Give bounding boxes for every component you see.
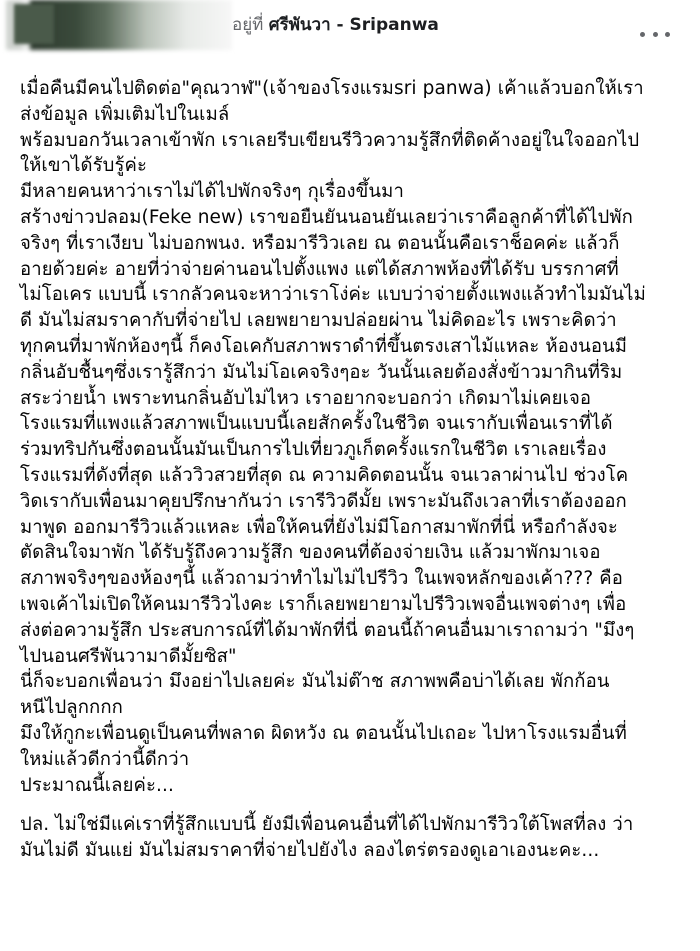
- postscript-line: ปล. ไม่ใช่มีแค่เราที่รู้สึกแบบนี้ ยังมีเพื่อนคนอื่นที่ได้ไปพักมารีวิวใต้โพสที่ลง ว่า: [20, 814, 634, 836]
- post-text-line: อายด้วยค่ะ อายที่ว่าจ่ายค่านอนไปตั้งแพง แต่ได้สภาพห้องที่ได้รับ บรรกาศที่: [20, 258, 619, 280]
- post-text-line: โรงแรมที่แพงแล้วสภาพเป็นแบบนี้เลยสักครั้งในชีวิต จนเรากับเพื่อนเราที่ได้: [20, 413, 613, 435]
- post-text-line: ใหม่แล้วดีกว่านี้ดีกว่า: [20, 748, 190, 770]
- post-text-line: ให้เขาได้รับรู้ค่ะ: [20, 155, 148, 177]
- post-location-line: [232, 14, 439, 36]
- post-text-line: หนีไปลูกกกก: [20, 697, 123, 719]
- avatar[interactable]: [14, 4, 54, 44]
- post-text-line: โรงแรมที่ดังที่สุด แล้ววิวสวยที่สุด ณ ความคิดตอนนั้น จนเวลาผ่านไป ช่วงโค: [20, 464, 629, 486]
- post-body-text: [20, 76, 692, 864]
- post-text-line: ทุกคนที่มาพักห้องๆนี้ ก็คงโอเคกับสภาพราดำที่ขึ้นตรงเสาไม้แหละ ห้องนอนมี: [20, 335, 628, 357]
- location-prefix: อยู่ที่: [232, 15, 264, 35]
- post-text-line: นี่ก็จะบอกเพื่อนว่า มึงอย่าไปเลยค่ะ มันไม่ต๊าช สภาพพคือบ่าได้เลย พักก้อน: [20, 671, 610, 693]
- post-text-line: มีหลายคนหาว่าเราไม่ได้ไปพักจริงๆ กุเรื่องขึ้นมา: [20, 181, 404, 203]
- more-dot: [665, 32, 670, 37]
- post-text-line: ส่งต่อความรู้สึก ประสบการณ์ที่ได้มาพักที่นี่ ตอนนี้ถ้าคนอื่นมาเราถามว่า "มึงๆ: [20, 619, 635, 641]
- location-link[interactable]: ศรีพันวา - Sripanwa: [268, 15, 439, 35]
- post-text-line: มาพูด ออกมารีวิวแล้วแหละ เพื่อให้คนที่ยังไม่มีโอกาสมาพักที่นี่ หรือกำลังจะ: [20, 516, 618, 538]
- post-text-line: มึงให้กูกะเพื่อนดูเป็นคนที่พลาด ผิดหวัง ณ ตอนนั้นไปเถอะ ไปหาโรงแรมอื่นที่: [20, 722, 627, 744]
- postscript-line: มันไม่ดี มันแย่ มันไม่สมราคาที่จ่ายไปยังไง ลองไตร่ตรองดูเอาเองนะคะ...: [20, 840, 600, 862]
- post-text-line: สระว่ายน้ำ เพราะทนกลิ่นอับไม่ไหว เราอยากจะบอกว่า เกิดมาไม่เคยเจอ: [20, 387, 592, 409]
- post-text-line: ดี มันไม่สมราคากับที่จ่ายไป เลยพยายามปล่อยผ่าน ไม่คิดอะไร เพราะคิดว่า: [20, 310, 617, 332]
- paragraph-gap: [20, 798, 692, 812]
- post-text-line: ตัดสินใจมาพัก ได้รับรู้ถึงความรู้สึก ของคนที่ต้องจ่ายเงิน แล้วมาพักมาเจอ: [20, 542, 601, 564]
- post-text-line: สร้างข่าวปลอม(Feke new) เราขอยืนยันนอนยันเลยว่าเราคือลูกค้าที่ได้ไปพัก: [20, 206, 633, 228]
- post-text-line: จริงๆ ที่เราเงียบ ไม่บอกพนง. หรือมารีวิวเลย ณ ตอนนั้นคือเราช็อคค่ะ แล้วก็: [20, 232, 620, 254]
- more-horizontal-icon[interactable]: [640, 24, 670, 44]
- post-text-line: ประมาณนี้เลยค่ะ...: [20, 774, 174, 796]
- more-dot: [653, 32, 658, 37]
- post-text-line: พร้อมบอกวันเวลาเข้าพัก เราเลยรีบเขียนรีวิวความรู้สึกที่ติดค้างอยู่ในใจออกไป: [20, 129, 640, 151]
- post-text-line: เพจเค้าไม่เปิดให้คนมารีวิวไงคะ เราก็เลยพยายามไปรีวิวเพจอื่นเพจต่างๆ เพื่อ: [20, 593, 627, 615]
- post-text-line: เมื่อคืนมีคนไปติดต่อ"คุณวาฬ"(เจ้าของโรงแรมsri panwa) เค้าแล้วบอกให้เรา: [20, 78, 644, 99]
- post-text-line: ส่งข้อมูล เพิ่มเติมไปในเมล์: [20, 103, 230, 125]
- post-text-line: กลิ่นอับชื้นๆซึ่งเรารู้สึกว่า มันไม่โอเคจริงๆอะ วันนั้นเลยต้องสั่งข้าวมากินที่ริม: [20, 361, 623, 383]
- post-text-line: ไปนอนศรีพันวามาดีมั้ยซิส": [20, 645, 237, 667]
- post-text-line: ร่วมทริปกันซึ่งตอนนั้นมันเป็นการไปเที่ยวภูเก็ตครั้งแรกในชีวิต เราเลยเรื่อง: [20, 439, 607, 461]
- post-header: [0, 0, 700, 62]
- post-text-line: สภาพจริงๆของห้องๆนี้ แล้วถามว่าทำไมไม่ไปรีวิว ในเพจหลักของเค้า??? คือ: [20, 568, 623, 590]
- post-text-line: ไม่โอเคร แบบนี้ เรากลัวคนจะหาว่าเราโง่ค่ะ แบบว่าจ่ายตั้งแพงแล้วทำไมมันไม่: [20, 284, 646, 306]
- more-dot: [640, 32, 645, 37]
- post-text-line: วิดเรากับเพื่อนมาคุยปรึกษากันว่า เรารีวิวดีมั้ย เพราะมันถึงเวลาที่เราต้องออก: [20, 490, 627, 512]
